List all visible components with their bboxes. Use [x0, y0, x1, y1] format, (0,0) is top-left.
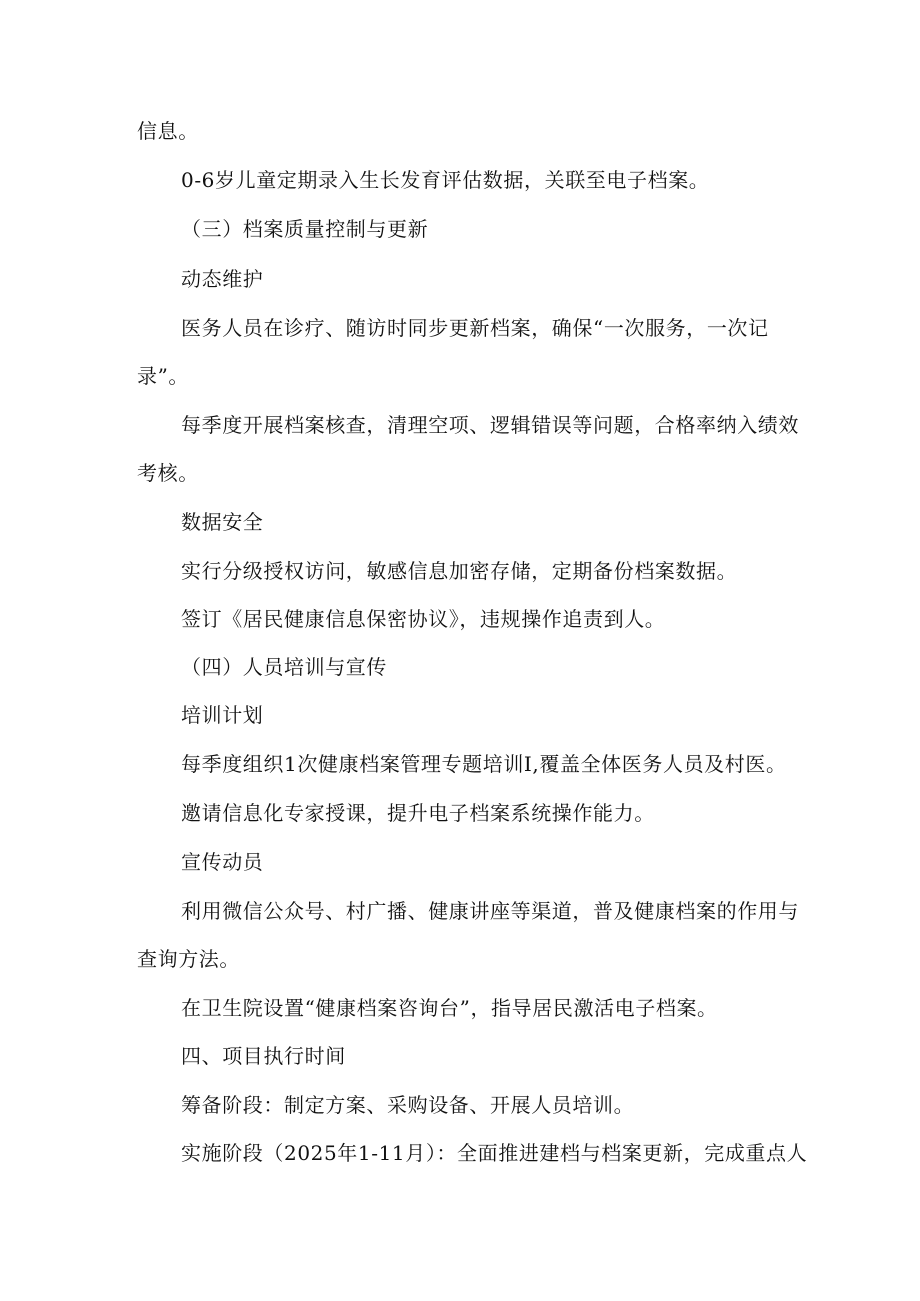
subheading: 数据安全: [181, 510, 264, 534]
paragraph: 实行分级授权访问，敏感信息加密存储，定期备份档案数据。: [181, 559, 738, 583]
chapter-heading: 四、项目执行时间: [181, 1044, 346, 1068]
section-heading: （四）人员培训与宣传: [181, 655, 387, 679]
paragraph: 利用微信公众号、村广播、健康讲座等渠道，普及健康档案的作用与: [181, 899, 799, 923]
subheading: 宣传动员: [181, 850, 264, 874]
paragraph: 实施阶段（2025年1-11月）：全面推进建档与档案更新，完成重点人: [181, 1141, 808, 1165]
paragraph: 在卫生院设置“健康档案咨询台”，指导居民激活电子档案。: [181, 996, 718, 1020]
paragraph-continuation: 考核。: [137, 461, 199, 485]
paragraph-continuation: 查询方法。: [137, 947, 240, 971]
paragraph: 每季度组织1次健康档案管理专题培训I,覆盖全体医务人员及村医。: [181, 752, 787, 776]
subheading: 动态维护: [181, 267, 264, 291]
paragraph-continuation: 信息。: [137, 119, 199, 143]
paragraph: 每季度开展档案核查，清理空项、逻辑错误等问题，合格率纳入绩效: [181, 413, 799, 437]
section-heading: （三）档案质量控制与更新: [181, 217, 429, 241]
paragraph-continuation: 录”。: [137, 364, 190, 388]
paragraph: 0-6岁儿童定期录入生长发育评估数据，关联至电子档案。: [181, 168, 710, 192]
paragraph: 签订《居民健康信息保密协议》，违规操作追责到人。: [181, 607, 666, 631]
paragraph: 邀请信息化专家授课，提升电子档案系统操作能力。: [181, 801, 655, 825]
paragraph: 医务人员在诊疗、随访时同步更新档案，确保“一次服务，一次记: [181, 316, 769, 340]
paragraph: 筹备阶段：制定方案、采购设备、开展人员培训。: [181, 1093, 635, 1117]
subheading: 培训计划: [181, 703, 264, 727]
